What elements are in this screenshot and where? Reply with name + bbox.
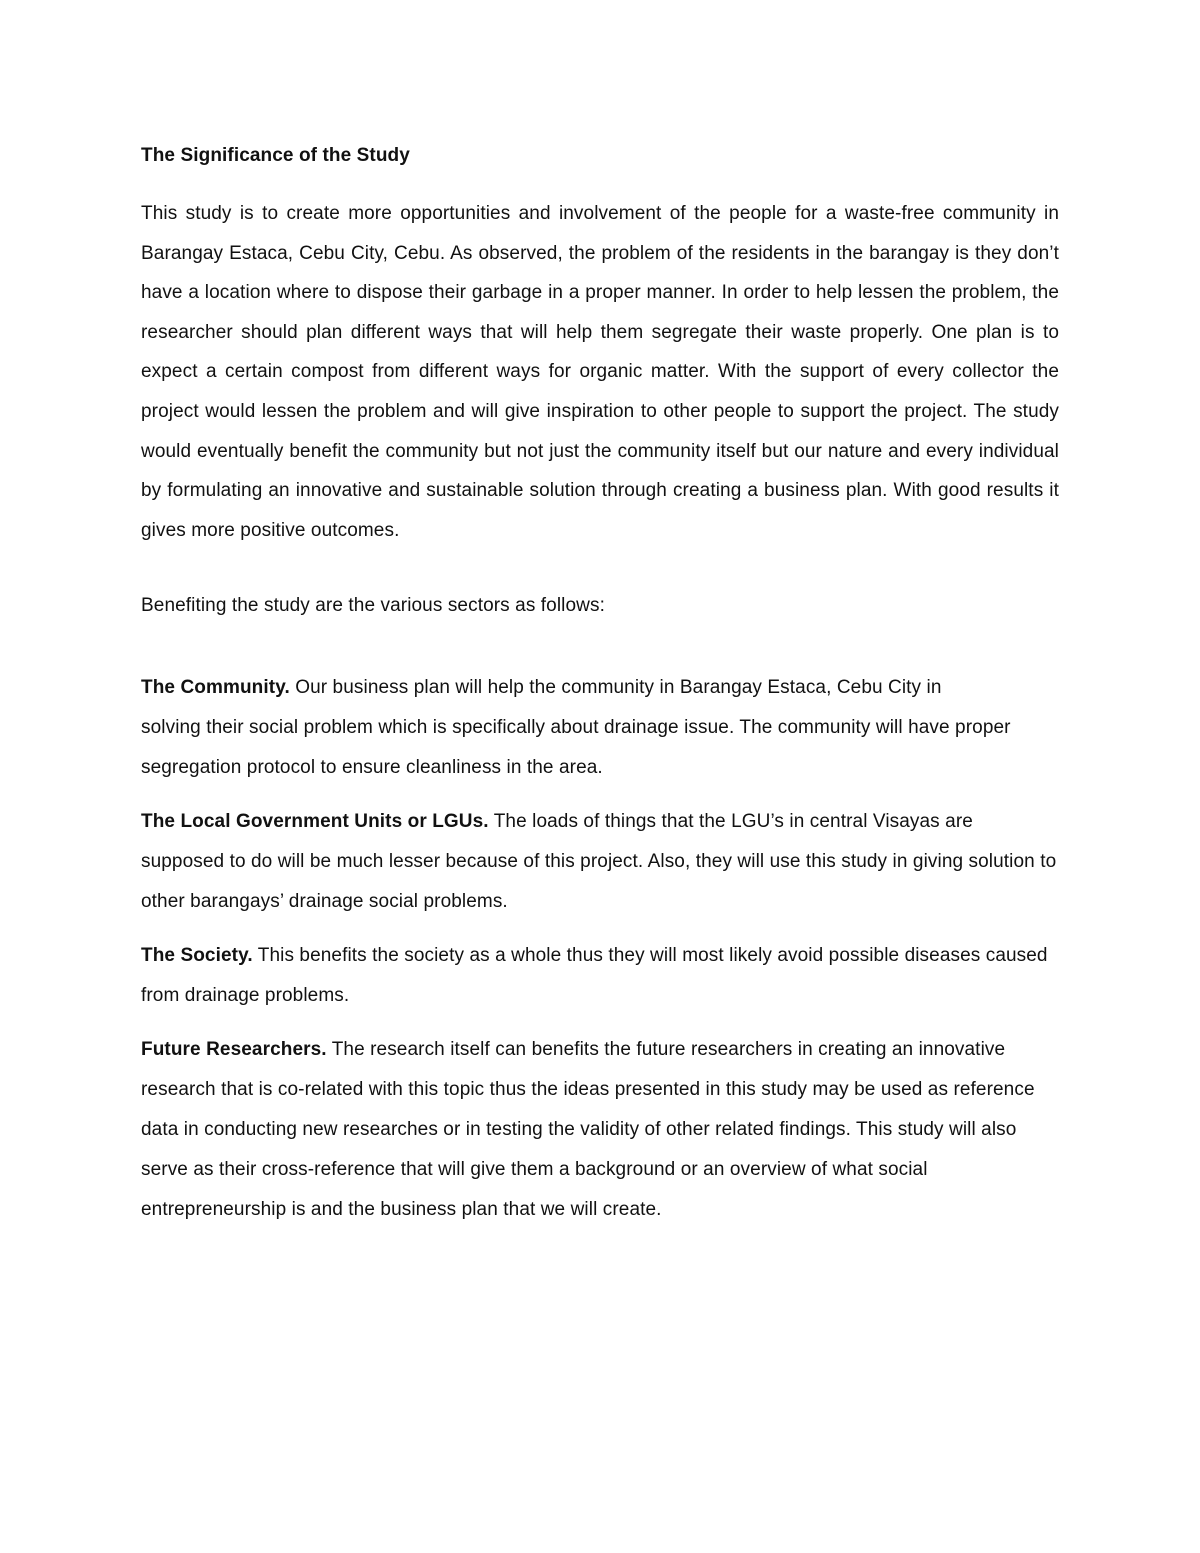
sector-community-text: Our business plan will help the community in Barangay Estaca, Cebu City in	[289, 677, 942, 699]
sector-lgus-text: The loads of things that the LGU’s in central Visayas are supposed to do will be much lesser because of this project. Also, they will use this study in giving solution to other barangays’ drainage social problems.	[141, 811, 1057, 913]
intro-paragraph: This study is to create more opportunities and involvement of the people for a waste-free community in Barangay Estaca, Cebu City, Cebu. As observed, the problem of the residents in the barangay is they don’t have a location where to dispose their garbage in a proper manner. In order to help lessen the problem, the researcher should plan different ways that will help them segregate their waste properly. One plan is to expect a certain compost from different ways for organic matter. With the support of every collector the project would lessen the problem and will give inspiration to other people to support the project. The study would eventually benefit the community but not just the community itself but our nature and every individual by formulating an innovative and sustainable solution through creating a business plan. With good results it gives more positive outcomes.	[141, 203, 1059, 541]
sector-community-continuation: solving their social problem which is specifically about drainage issue. The community will have proper segregation protocol to ensure cleanliness in the area.	[141, 717, 1011, 779]
document-body	[141, 140, 1059, 1244]
sector-lgus	[141, 802, 1059, 922]
document-title: The Significance of the Study	[141, 145, 410, 166]
sector-future-researchers	[141, 1030, 1059, 1230]
sector-lgus-name: The Local Government Units or LGUs.	[141, 811, 489, 833]
sector-society-text: This benefits the society as a whole thus they will most likely avoid possible diseases caused from drainage problems.	[141, 945, 1048, 1007]
sectors-lead: Benefiting the study are the various sectors as follows:	[141, 595, 605, 617]
sector-society-name: The Society.	[141, 945, 253, 967]
sector-future-researchers-text: The research itself can benefits the future researchers in creating an innovative research that is co-related with this topic thus the ideas presented in this study may be used as reference data in conducting new researches or in testing the validity of other related findings. This study will also serve as their cross-reference that will give them a background or an overview of what social entrepreneurship is and the business plan that we will create.	[141, 1039, 1035, 1221]
sector-future-researchers-name: Future Researchers.	[141, 1039, 327, 1061]
sector-community-name: The Community.	[141, 677, 290, 699]
sector-community	[141, 668, 1059, 708]
sector-society	[141, 936, 1059, 1016]
